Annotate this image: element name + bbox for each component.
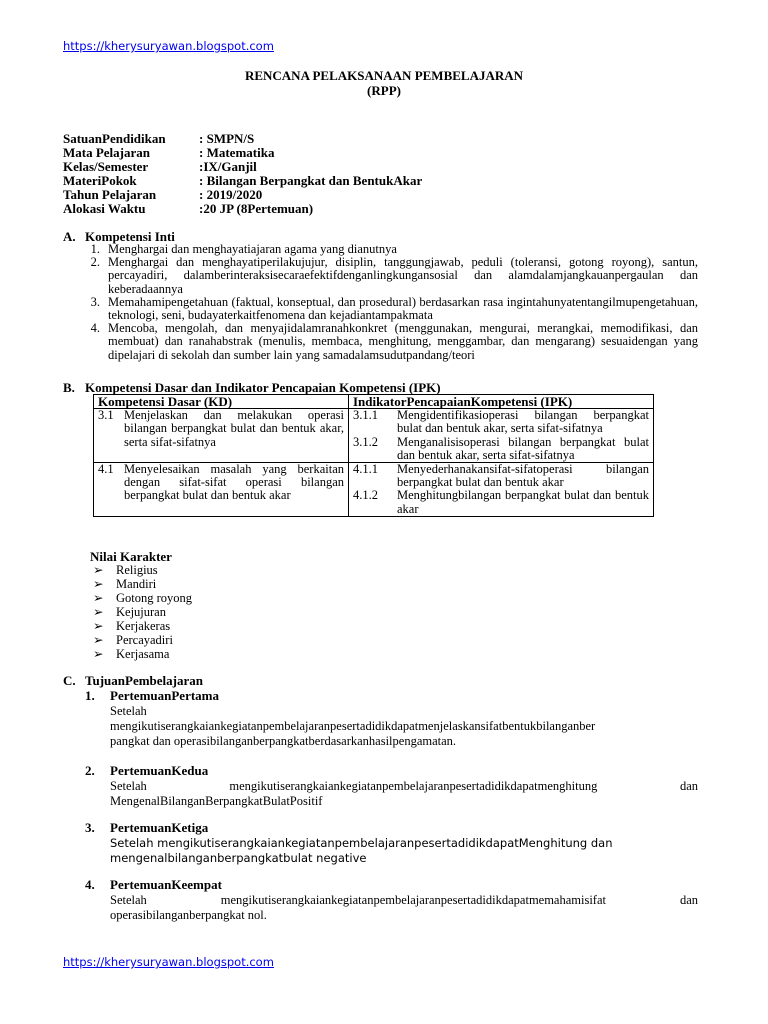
info-key: Tahun Pelajaran — [63, 187, 157, 202]
list-item — [93, 591, 192, 605]
info-row — [63, 160, 422, 174]
info-key: SatuanPendidikan — [63, 131, 166, 146]
list-item — [93, 605, 192, 619]
pertemuan-body: Setelah mengikutiserangkaiankegiatanpembelajaranpesertadidikdapatmenjelaskansifatbentukbilanganber pangkat dan operasibilanganberpangkatberdasarkanhasilpengamatan. — [110, 704, 596, 748]
info-key: Alokasi Waktu — [63, 201, 146, 216]
arrow-bullet-icon: ➢ — [93, 647, 104, 661]
item-text: Gotong royong — [116, 591, 193, 605]
item-text: Kerjasama — [116, 647, 170, 661]
pertemuan-body: Setelah mengikutiserangkaiankegiatanpembelajaranpesertadidikdapatmemahamisifat dan operasibilanganberpangkat nol. — [110, 893, 698, 922]
list-item — [93, 577, 192, 591]
document-title: RENCANA PELAKSANAAN PEMBELAJARAN — [244, 68, 524, 83]
identity-block — [63, 132, 422, 216]
arrow-bullet-icon: ➢ — [93, 577, 104, 591]
item-number: 4. — [90, 321, 100, 336]
item-text: Memahamipengetahuan (faktual, konseptual, dan prosedural) berdasarkan rasa ingintahunyatentangilmupengetahuan, teknologi, seni, budayaterkaitfenomena dan kejadiantampakmata — [108, 294, 698, 323]
info-row — [63, 146, 422, 160]
pertemuan-heading: 4. PertemuanKeempat — [85, 877, 222, 892]
document-subtitle: (RPP) — [367, 83, 401, 98]
info-key: Mata Pelajaran — [63, 145, 151, 160]
info-value: : Matematika — [199, 145, 275, 160]
pertemuan-2 — [85, 763, 698, 809]
item-text: Kerjakeras — [116, 619, 171, 633]
list-item — [93, 563, 192, 577]
info-row — [63, 202, 422, 216]
pertemuan-heading: 2. PertemuanKedua — [85, 763, 209, 778]
kd-text: Menjelaskan dan melakukan operasi bilangan berpangkat bulat dan bentuk akar, serta sifat-sifatnya — [124, 408, 344, 449]
section-title: TujuanPembelajaran — [85, 673, 203, 688]
header-link[interactable]: https://kherysuryawan.blogspot.com — [63, 39, 274, 53]
item-text: Menghargai dan menghayatiajaran agama yang dianutnya — [108, 242, 397, 256]
ipk-text: Menganalisisoperasi bilangan berpangkat bulat dan bentuk akar, serta sifat-sifatnya — [397, 434, 649, 462]
ipk-text: Menyederhanakansifat-sifatoperasi bilangan berpangkat bulat dan bentuk akar — [397, 462, 649, 490]
item-text: Mencoba, mengolah, dan menyajidalamranahkonkret (menggunakan, mengurai, merangkai, memodifikasi, dan membuat) dan ranahabstrak (menulis, membaca, menghitung, menggambar, dan mengarang) sesuaidengan yang dipelajari di sekolah dan sumber lain yang samadalamsudutpandang/teori — [108, 321, 698, 362]
pertemuan-3 — [85, 820, 698, 866]
nilai-karakter-list — [93, 563, 192, 661]
ipk-number: 4.1.2 — [353, 488, 378, 503]
list-item — [63, 256, 698, 296]
item-text: Menghargai dan menghayatiperilakujujur, disiplin, tanggungjawab, peduli (toleransi, gotong royong), santun, percayadiri, dalamberinteraksisecaraefektifdenganlingkungansosial dan alamdalamjangkauanpergaulan dan keberadaannya — [108, 255, 698, 296]
item-text: Religius — [116, 563, 158, 577]
pertemuan-body: Setelah mengikutiserangkaiankegiatanpembelajaranpesertadidikdapatMenghitung dan mengenalbilanganberpangkatbulat negative — [110, 836, 613, 865]
list-item — [63, 322, 698, 362]
table-row — [94, 463, 654, 517]
section-title: Kompetensi Inti — [85, 229, 175, 244]
info-row — [63, 174, 422, 188]
list-item — [93, 647, 192, 661]
info-key: MateriPokok — [63, 173, 137, 188]
item-text: Percayadiri — [116, 633, 173, 647]
item-number: 1. — [90, 242, 100, 256]
section-letter: A. — [63, 229, 76, 244]
footer-link[interactable]: https://kherysuryawan.blogspot.com — [63, 955, 274, 969]
nilai-karakter-heading: Nilai Karakter — [90, 549, 172, 564]
table-row — [94, 409, 654, 463]
info-value: :IX/Ganjil — [199, 159, 257, 174]
pertemuan-1 — [85, 688, 698, 749]
section-c-heading — [63, 673, 203, 689]
section-title: Kompetensi Dasar dan Indikator Pencapaian Kompetensi (IPK) — [85, 380, 441, 395]
item-number: 3. — [90, 294, 100, 309]
kd-text: Menyelesaikan masalah yang berkaitan dengan sifat-sifat operasi bilangan berpangkat bulat dan bentuk akar — [124, 462, 344, 503]
kd-cell — [94, 463, 349, 517]
arrow-bullet-icon: ➢ — [93, 605, 104, 619]
pertemuan-heading: 1. PertemuanPertama — [85, 688, 220, 703]
info-value: : Bilangan Berpangkat dan BentukAkar — [199, 173, 423, 188]
kd-number: 3.1 — [98, 408, 114, 423]
kd-ipk-table — [93, 394, 654, 517]
kompetensi-inti-list — [63, 243, 698, 362]
item-text: Mandiri — [116, 577, 157, 591]
ipk-number: 3.1.2 — [353, 434, 378, 449]
info-row — [63, 132, 422, 146]
pertemuan-4 — [85, 877, 698, 923]
section-letter: C. — [63, 673, 76, 688]
list-item — [63, 296, 698, 322]
arrow-bullet-icon: ➢ — [93, 633, 104, 647]
arrow-bullet-icon: ➢ — [93, 619, 104, 633]
ipk-cell — [349, 409, 654, 463]
kd-cell — [94, 409, 349, 463]
column-header-kd: Kompetensi Dasar (KD) — [94, 395, 349, 409]
arrow-bullet-icon: ➢ — [93, 591, 104, 605]
item-text: Kejujuran — [116, 605, 166, 619]
pertemuan-body: Setelah mengikutiserangkaiankegiatanpembelajaranpesertadidikdapatmenghitung dan MengenalBilanganBerpangkatBulatPositif — [110, 779, 698, 808]
ipk-number: 4.1.1 — [353, 462, 378, 477]
kd-number: 4.1 — [98, 462, 114, 477]
info-key: Kelas/Semester — [63, 159, 149, 174]
arrow-bullet-icon: ➢ — [93, 563, 104, 577]
ipk-text: Menghitungbilangan berpangkat bulat dan bentuk akar — [397, 488, 649, 516]
pertemuan-heading: 3. PertemuanKetiga — [85, 820, 209, 835]
list-item — [93, 633, 192, 647]
table-header-row — [94, 395, 654, 409]
ipk-cell — [349, 463, 654, 517]
info-value: : 2019/2020 — [199, 187, 263, 202]
list-item — [93, 619, 192, 633]
item-number: 2. — [90, 255, 100, 270]
info-value: :20 JP (8Pertemuan) — [199, 201, 314, 216]
info-row — [63, 188, 422, 202]
ipk-text: Mengidentifikasioperasi bilangan berpangkat bulat dan bentuk akar, serta sifat-sifatnya — [397, 408, 649, 436]
info-value: : SMPN/S — [199, 131, 255, 146]
ipk-number: 3.1.1 — [353, 408, 378, 423]
column-header-ipk: IndikatorPencapaianKompetensi (IPK) — [349, 395, 654, 409]
section-letter: B. — [63, 380, 75, 395]
